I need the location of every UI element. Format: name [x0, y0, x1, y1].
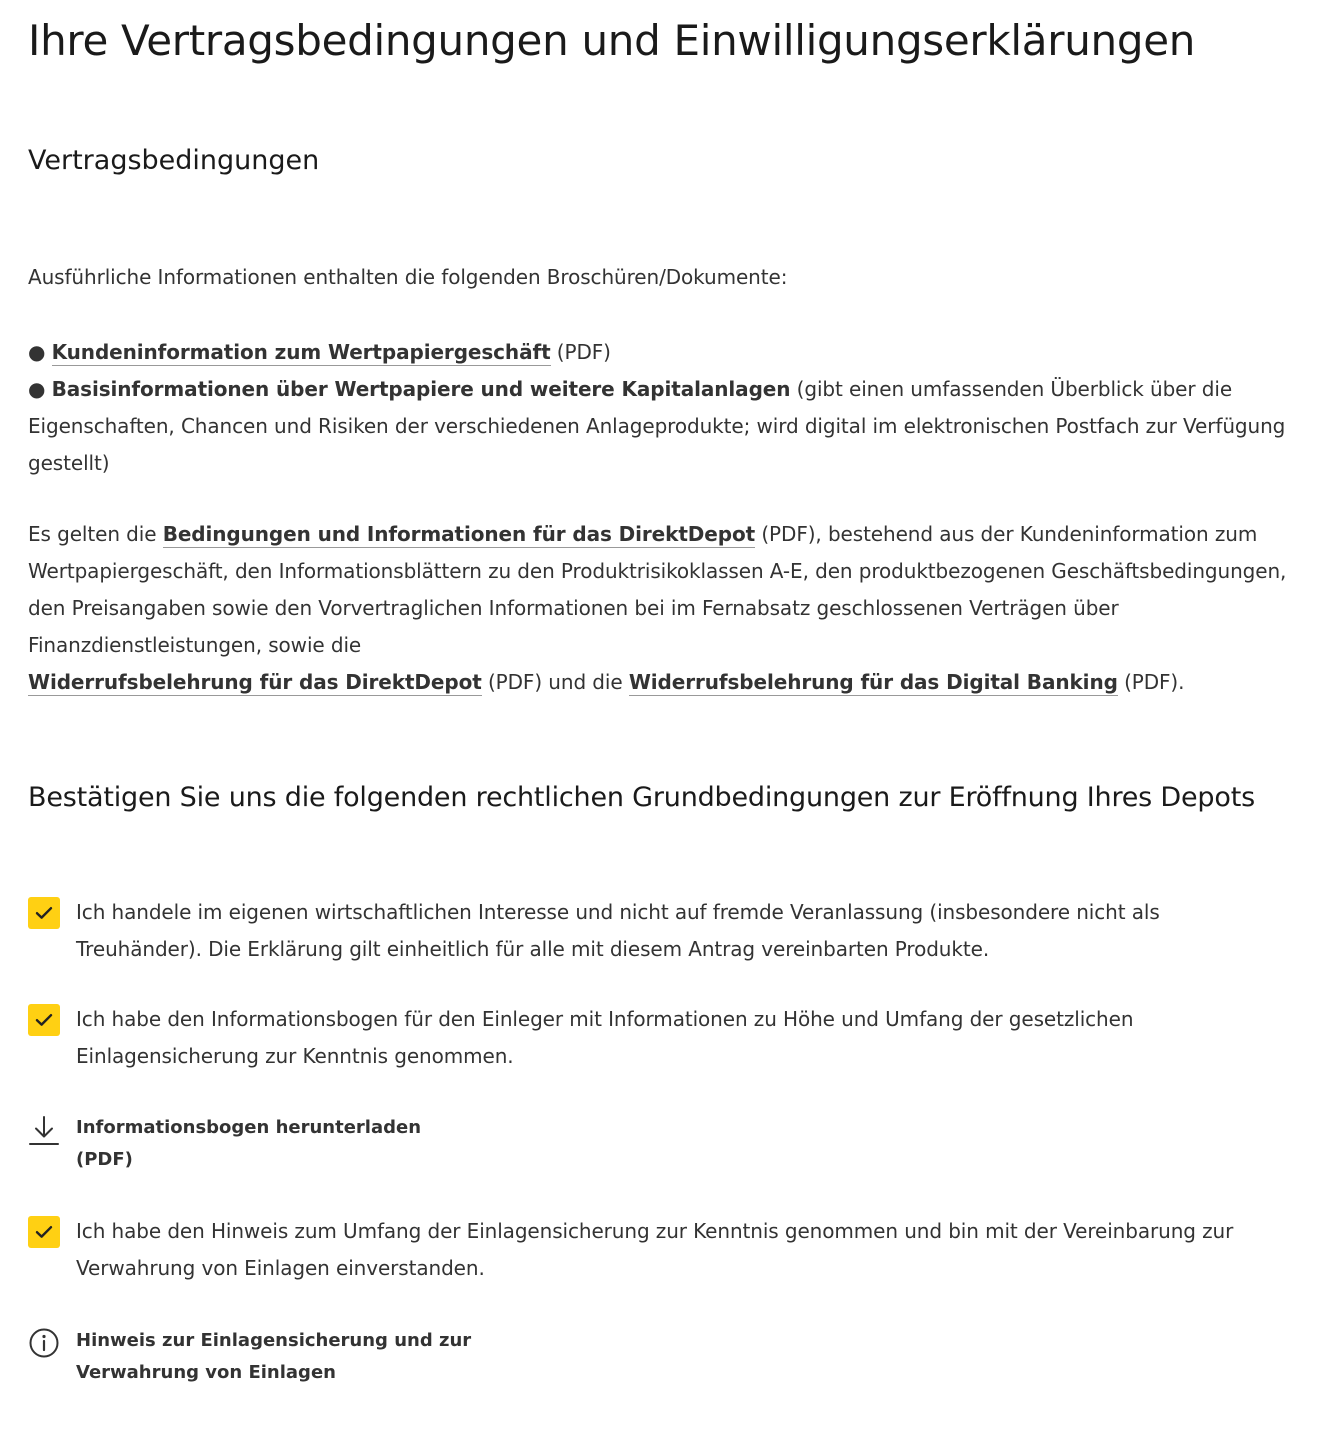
download-icon [28, 1114, 60, 1146]
documents-list [28, 334, 1303, 482]
documents-intro: Ausführliche Informationen enthalten die folgenden Broschüren/Dokumente: [28, 265, 788, 289]
einlagensicherung-info-label[interactable] [76, 1325, 496, 1389]
basisinformationen-description: (gibt einen umfassenden Überblick über die Eigenschaften, Chancen und Risiken der verschiedenen Anlageprodukte; wird digital im elektronischen Postfach zur Verfügung gestellt) [28, 377, 1286, 475]
link-widerrufsbelehrung-direktdepot[interactable]: Widerrufsbelehrung für das DirektDepot [28, 670, 482, 694]
link-kundeninformation-wertpapiergeschaeft[interactable]: Kundeninformation zum Wertpapiergeschäft [51, 340, 551, 364]
contract-terms-heading: Vertragsbedingungen [28, 145, 320, 176]
checkbox-own-interest-label[interactable]: Ich handele im eigenen wirtschaftlichen Interesse und nicht auf fremde Veranlassung (insbesondere nicht als Treuhänder). Die Erklärung gilt einheitlich für alle mit diesem Antrag vereinbarten Produkte. [76, 900, 1160, 961]
download-label-line2: (PDF) [76, 1149, 133, 1170]
basisinformationen-title: Basisinformationen über Wertpapiere und weitere Kapitalanlagen [51, 377, 791, 401]
checkbox-informationsbogen-label[interactable]: Ich habe den Informationsbogen für den Einleger mit Informationen zu Höhe und Umfang der gesetzlichen Einlagensicherung zur Kenntnis genommen. [76, 1007, 1134, 1068]
checkbox-informationsbogen[interactable] [28, 1004, 60, 1036]
checkbox-einlagensicherung[interactable] [28, 1216, 60, 1248]
checkbox-own-interest[interactable] [28, 897, 60, 929]
checkmark-icon [35, 1013, 53, 1027]
bullet1-suffix: (PDF) [556, 340, 611, 364]
checkmark-icon [35, 1225, 53, 1239]
rules-prefix: Es gelten die [28, 522, 157, 546]
page-title: Ihre Vertragsbedingungen und Einwilligungserklärungen [28, 16, 1196, 65]
applicable-terms-paragraph [28, 516, 1303, 701]
download-label-line1: Informationsbogen herunterladen [76, 1117, 422, 1138]
rules-suffix: (PDF). [1124, 670, 1185, 694]
bullet-dot: ● [28, 340, 46, 364]
info-label-line2: Verwahrung von Einlagen [76, 1362, 336, 1383]
checkmark-icon [35, 906, 53, 920]
info-label-line1: Hinweis zur Einlagensicherung und zur [76, 1330, 472, 1351]
rules-and: (PDF) und die [487, 670, 623, 694]
checkbox-einlagensicherung-label[interactable]: Ich habe den Hinweis zum Umfang der Einlagensicherung zur Kenntnis genommen und bin mit der Vereinbarung zur Verwahrung von Einlagen einverstanden. [76, 1219, 1234, 1280]
confirmation-heading: Bestätigen Sie uns die folgenden rechtlichen Grundbedingungen zur Eröffnung Ihres Depots [28, 782, 1255, 813]
rules-middle: (PDF), bestehend aus der Kundeninformation zum Wertpapiergeschäft, den Informationsblättern zu den Produktrisikoklassen A-E, den produktbezogenen Geschäftsbedingungen, den Preisangaben sowie den Vorvertraglichen Informationen bei im Fernabsatz geschlossenen Verträgen über Finanzdienstleistungen, sowie die [28, 522, 1287, 657]
download-informationsbogen-label[interactable] [76, 1112, 496, 1176]
link-bedingungen-direktdepot[interactable]: Bedingungen und Informationen für das DirektDepot [162, 522, 756, 546]
info-icon [28, 1327, 60, 1359]
link-widerrufsbelehrung-digital-banking[interactable]: Widerrufsbelehrung für das Digital Banking [628, 670, 1118, 694]
bullet-dot: ● [28, 377, 46, 401]
